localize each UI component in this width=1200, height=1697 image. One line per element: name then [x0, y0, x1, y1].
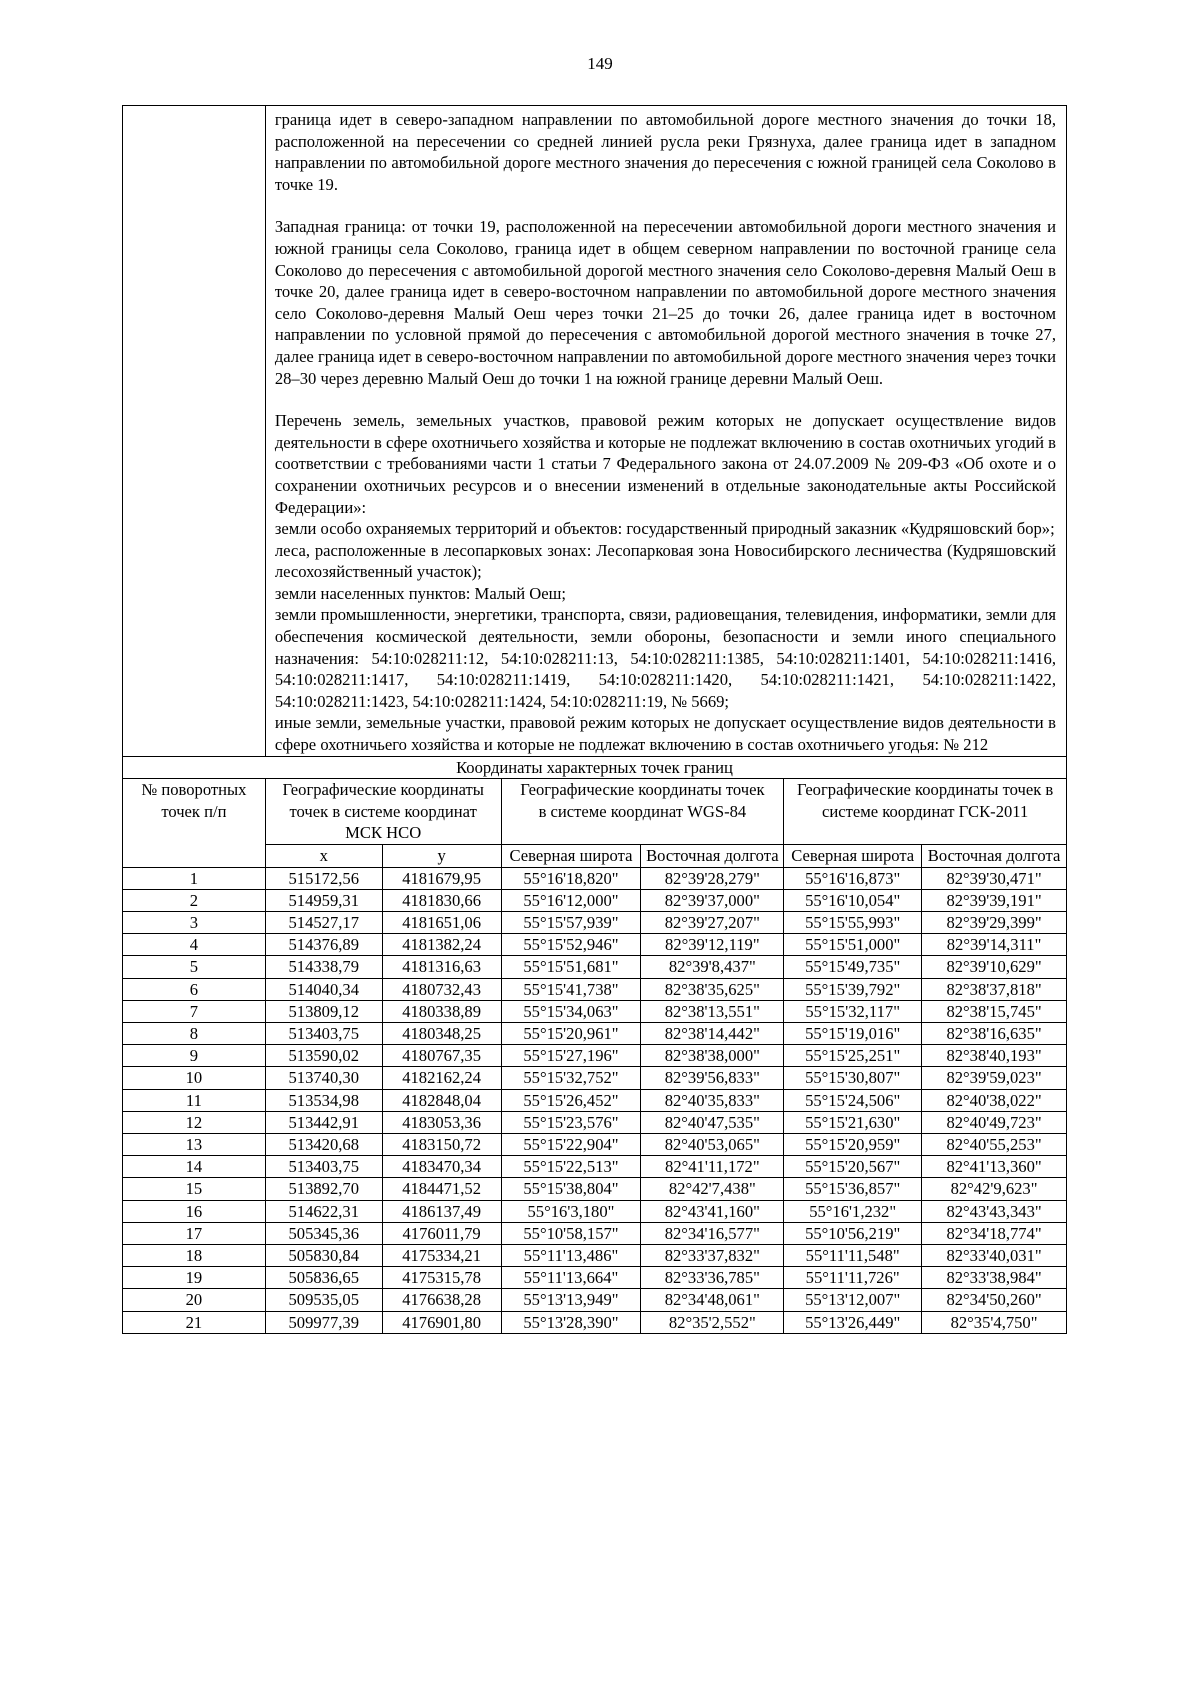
gsk-east-cell: 82°39'29,399": [922, 912, 1067, 934]
msk-y-cell: 4184471,52: [382, 1178, 501, 1200]
table-row: [123, 934, 1067, 956]
msk-y-cell: 4180732,43: [382, 978, 501, 1000]
wgs-east-cell: 82°39'8,437": [641, 956, 784, 978]
table-row: [123, 1134, 1067, 1156]
table-title: Координаты характерных точек границ: [123, 756, 1067, 779]
wgs-east-cell: 82°39'27,207": [641, 912, 784, 934]
msk-y-cell: 4176011,79: [382, 1222, 501, 1244]
point-number-cell: 6: [123, 978, 266, 1000]
wgs-north-cell: 55°15'34,063": [501, 1000, 641, 1022]
point-number-cell: 4: [123, 934, 266, 956]
msk-y-cell: 4181382,24: [382, 934, 501, 956]
gsk-east-cell: 82°34'50,260": [922, 1289, 1067, 1311]
point-number-cell: 19: [123, 1267, 266, 1289]
msk-x-cell: 513534,98: [265, 1089, 382, 1111]
msk-x-cell: 513403,75: [265, 1156, 382, 1178]
msk-x-cell: 513590,02: [265, 1045, 382, 1067]
header-msk: Географические координаты точек в системе координат МСК НСО: [265, 779, 501, 845]
msk-x-cell: 513809,12: [265, 1000, 382, 1022]
msk-y-cell: 4182162,24: [382, 1067, 501, 1089]
msk-y-cell: 4176638,28: [382, 1289, 501, 1311]
gsk-east-cell: 82°39'14,311": [922, 934, 1067, 956]
wgs-north-cell: 55°13'28,390": [501, 1311, 641, 1333]
paragraph-west-boundary: Западная граница: от точки 19, расположенной на пересечении автомобильной дороги местного значения и южной границы села Соколово, граница идет в общем северном направлении по восточной границе села Соколово до пересечения с автомобильной дорогой местного значения село Соколово-деревня Малый Оеш в точке 20, далее граница идет в северо-восточном направлении по автомобильной дороге местного значения село Соколово-деревня Малый Оеш через точки 21–25 до точки 26, далее граница идет в восточном направлении по условной прямой до пересечения с автомобильной дорогой местного значения в точке 27, далее граница идет в северо-восточном направлении по автомобильной дороге местного значения через точки 28–30 через деревню Малый Оеш до точки 1 на южной границе деревни Малый Оеш.: [274, 217, 1056, 388]
wgs-east-cell: 82°40'35,833": [641, 1089, 784, 1111]
point-number-cell: 12: [123, 1111, 266, 1133]
wgs-east-cell: 82°38'38,000": [641, 1045, 784, 1067]
wgs-east-cell: 82°33'37,832": [641, 1245, 784, 1267]
empty-cell: [123, 106, 266, 757]
msk-x-cell: 509535,05: [265, 1289, 382, 1311]
wgs-north-cell: 55°13'13,949": [501, 1289, 641, 1311]
msk-y-cell: 4180348,25: [382, 1023, 501, 1045]
gsk-north-cell: 55°16'1,232": [784, 1200, 922, 1222]
point-number-cell: 7: [123, 1000, 266, 1022]
gsk-east-cell: 82°33'40,031": [922, 1245, 1067, 1267]
gsk-east-cell: 82°43'43,343": [922, 1200, 1067, 1222]
table-row: [123, 1178, 1067, 1200]
point-number-cell: 16: [123, 1200, 266, 1222]
header-x: x: [265, 845, 382, 868]
gsk-north-cell: 55°15'24,506": [784, 1089, 922, 1111]
point-number-cell: 2: [123, 889, 266, 911]
wgs-north-cell: 55°15'26,452": [501, 1089, 641, 1111]
msk-y-cell: 4180338,89: [382, 1000, 501, 1022]
gsk-north-cell: 55°15'30,807": [784, 1067, 922, 1089]
gsk-east-cell: 82°35'4,750": [922, 1311, 1067, 1333]
header-wgs: Географические координаты точек в системе координат WGS-84: [501, 779, 784, 845]
gsk-east-cell: 82°42'9,623": [922, 1178, 1067, 1200]
paragraph-lands-list-intro: Перечень земель, земельных участков, правовой режим которых не допускает осуществление видов деятельности в сфере охотничьего хозяйства и которые не подлежат включению в состав охотничьих угодий в соответствии с требованиями части 1 статьи 7 Федерального закона от 24.07.2009 № 209-ФЗ «Об охоте и о сохранении охотничьих ресурсов и о внесении изменений в отдельные законодательные акты Российской Федерации»:: [274, 411, 1056, 517]
table-row: [123, 1111, 1067, 1133]
point-number-cell: 13: [123, 1134, 266, 1156]
msk-y-cell: 4182848,04: [382, 1089, 501, 1111]
table-row: [123, 1045, 1067, 1067]
gsk-east-cell: 82°40'38,022": [922, 1089, 1067, 1111]
msk-x-cell: 515172,56: [265, 867, 382, 889]
paragraph-forest-park: леса, расположенные в лесопарковых зонах: Лесопарковая зона Новосибирского лесничества (Кудряшовский лесохозяйственный участок);: [274, 540, 1056, 582]
msk-y-cell: 4181316,63: [382, 956, 501, 978]
header-row: [123, 779, 1067, 845]
description-cell: [265, 106, 1066, 757]
msk-x-cell: 514376,89: [265, 934, 382, 956]
msk-y-cell: 4183150,72: [382, 1134, 501, 1156]
gsk-east-cell: 82°38'15,745": [922, 1000, 1067, 1022]
wgs-east-cell: 82°43'41,160": [641, 1200, 784, 1222]
table-row: [123, 1156, 1067, 1178]
gsk-north-cell: 55°15'21,630": [784, 1111, 922, 1133]
gsk-east-cell: 82°39'59,023": [922, 1067, 1067, 1089]
table-row: [123, 1089, 1067, 1111]
msk-x-cell: 513892,70: [265, 1178, 382, 1200]
gsk-east-cell: 82°38'40,193": [922, 1045, 1067, 1067]
header-num: № поворотных точек п/п: [123, 779, 266, 867]
gsk-north-cell: 55°15'55,993": [784, 912, 922, 934]
point-number-cell: 9: [123, 1045, 266, 1067]
wgs-east-cell: 82°41'11,172": [641, 1156, 784, 1178]
msk-x-cell: 514959,31: [265, 889, 382, 911]
msk-y-cell: 4186137,49: [382, 1200, 501, 1222]
wgs-north-cell: 55°15'51,681": [501, 956, 641, 978]
gsk-north-cell: 55°15'20,567": [784, 1156, 922, 1178]
boundary-table: [122, 105, 1067, 1334]
table-row: [123, 1311, 1067, 1333]
wgs-north-cell: 55°15'57,939": [501, 912, 641, 934]
header-north-gsk: Северная широта: [784, 845, 922, 868]
gsk-north-cell: 55°16'10,054": [784, 889, 922, 911]
wgs-north-cell: 55°11'13,664": [501, 1267, 641, 1289]
wgs-east-cell: 82°33'36,785": [641, 1267, 784, 1289]
wgs-east-cell: 82°42'7,438": [641, 1178, 784, 1200]
point-number-cell: 11: [123, 1089, 266, 1111]
gsk-east-cell: 82°38'37,818": [922, 978, 1067, 1000]
wgs-east-cell: 82°38'13,551": [641, 1000, 784, 1022]
table-row: [123, 867, 1067, 889]
paragraph-other-lands: иные земли, земельные участки, правовой режим которых не допускает осуществление видов деятельности в сфере охотничьего хозяйства и которые не подлежат включению в состав охотничьего угодья: № 212: [274, 713, 1056, 755]
point-number-cell: 15: [123, 1178, 266, 1200]
page-number: 149: [587, 54, 613, 73]
table-row: [123, 1000, 1067, 1022]
gsk-north-cell: 55°13'26,449": [784, 1311, 922, 1333]
table-row: [123, 1067, 1067, 1089]
wgs-east-cell: 82°40'47,535": [641, 1111, 784, 1133]
msk-x-cell: 505345,36: [265, 1222, 382, 1244]
wgs-north-cell: 55°16'12,000": [501, 889, 641, 911]
msk-y-cell: 4181830,66: [382, 889, 501, 911]
msk-x-cell: 513442,91: [265, 1111, 382, 1133]
gsk-east-cell: 82°39'30,471": [922, 867, 1067, 889]
point-number-cell: 17: [123, 1222, 266, 1244]
wgs-north-cell: 55°15'23,576": [501, 1111, 641, 1133]
msk-y-cell: 4175334,21: [382, 1245, 501, 1267]
point-number-cell: 3: [123, 912, 266, 934]
gsk-north-cell: 55°15'49,735": [784, 956, 922, 978]
table-row: [123, 912, 1067, 934]
description-row: [123, 106, 1067, 757]
wgs-north-cell: 55°16'18,820": [501, 867, 641, 889]
wgs-north-cell: 55°15'38,804": [501, 1178, 641, 1200]
paragraph-protected-areas: земли особо охраняемых территорий и объектов: государственный природный заказник «Кудряшовский бор»;: [274, 519, 1055, 539]
point-number-cell: 14: [123, 1156, 266, 1178]
gsk-north-cell: 55°15'25,251": [784, 1045, 922, 1067]
msk-x-cell: 514040,34: [265, 978, 382, 1000]
gsk-north-cell: 55°13'12,007": [784, 1289, 922, 1311]
gsk-north-cell: 55°15'20,959": [784, 1134, 922, 1156]
point-number-cell: 10: [123, 1067, 266, 1089]
msk-x-cell: 514527,17: [265, 912, 382, 934]
paragraph-settlements: земли населенных пунктов: Малый Оеш;: [274, 583, 567, 603]
msk-y-cell: 4181651,06: [382, 912, 501, 934]
gsk-east-cell: 82°34'18,774": [922, 1222, 1067, 1244]
msk-y-cell: 4176901,80: [382, 1311, 501, 1333]
point-number-cell: 1: [123, 867, 266, 889]
table-row: [123, 956, 1067, 978]
wgs-north-cell: 55°15'20,961": [501, 1023, 641, 1045]
table-row: [123, 1222, 1067, 1244]
wgs-north-cell: 55°15'22,904": [501, 1134, 641, 1156]
table-row: [123, 889, 1067, 911]
wgs-east-cell: 82°39'37,000": [641, 889, 784, 911]
header-gsk: Географические координаты точек в системе координат ГСК-2011: [784, 779, 1067, 845]
wgs-north-cell: 55°10'58,157": [501, 1222, 641, 1244]
wgs-north-cell: 55°15'22,513": [501, 1156, 641, 1178]
wgs-east-cell: 82°34'48,061": [641, 1289, 784, 1311]
header-y: y: [382, 845, 501, 868]
wgs-north-cell: 55°15'41,738": [501, 978, 641, 1000]
wgs-east-cell: 82°34'16,577": [641, 1222, 784, 1244]
gsk-north-cell: 55°11'11,726": [784, 1267, 922, 1289]
msk-x-cell: 509977,39: [265, 1311, 382, 1333]
gsk-north-cell: 55°11'11,548": [784, 1245, 922, 1267]
gsk-east-cell: 82°40'55,253": [922, 1134, 1067, 1156]
header-east-wgs: Восточная долгота: [641, 845, 784, 868]
msk-x-cell: 513420,68: [265, 1134, 382, 1156]
msk-y-cell: 4181679,95: [382, 867, 501, 889]
msk-x-cell: 514622,31: [265, 1200, 382, 1222]
gsk-north-cell: 55°15'32,117": [784, 1000, 922, 1022]
gsk-east-cell: 82°39'39,191": [922, 889, 1067, 911]
msk-y-cell: 4175315,78: [382, 1267, 501, 1289]
wgs-north-cell: 55°15'32,752": [501, 1067, 641, 1089]
wgs-north-cell: 55°15'52,946": [501, 934, 641, 956]
point-number-cell: 5: [123, 956, 266, 978]
header-east-gsk: Восточная долгота: [922, 845, 1067, 868]
msk-y-cell: 4183053,36: [382, 1111, 501, 1133]
msk-y-cell: 4180767,35: [382, 1045, 501, 1067]
gsk-north-cell: 55°15'36,857": [784, 1178, 922, 1200]
wgs-east-cell: 82°38'14,442": [641, 1023, 784, 1045]
gsk-east-cell: 82°38'16,635": [922, 1023, 1067, 1045]
header-north-wgs: Северная широта: [501, 845, 641, 868]
wgs-east-cell: 82°39'28,279": [641, 867, 784, 889]
gsk-east-cell: 82°33'38,984": [922, 1267, 1067, 1289]
wgs-east-cell: 82°38'35,625": [641, 978, 784, 1000]
point-number-cell: 20: [123, 1289, 266, 1311]
wgs-east-cell: 82°40'53,065": [641, 1134, 784, 1156]
point-number-cell: 21: [123, 1311, 266, 1333]
gsk-north-cell: 55°15'19,016": [784, 1023, 922, 1045]
table-row: [123, 1245, 1067, 1267]
gsk-east-cell: 82°41'13,360": [922, 1156, 1067, 1178]
gsk-north-cell: 55°10'56,219": [784, 1222, 922, 1244]
paragraph-industrial-lands: земли промышленности, энергетики, транспорта, связи, радиовещания, телевидения, информатики, земли для обеспечения космической деятельности, земли обороны, безопасности и земли иного специального назначения: 54:10:028211:12, 54:10:028211:13, 54:10:028211:1385, 54:10:028211:1401, 54:10:028211:1416, 54:10:028211:1417, 54:10:028211:1419, 54:10:028211:1420, 54:10:028211:1421, 54:10:028211:1422, 54:10:028211:1423, 54:10:028211:1424, 54:10:028211:19, № 5669;: [274, 605, 1056, 711]
msk-x-cell: 505836,65: [265, 1267, 382, 1289]
msk-y-cell: 4183470,34: [382, 1156, 501, 1178]
msk-x-cell: 514338,79: [265, 956, 382, 978]
wgs-north-cell: 55°15'27,196": [501, 1045, 641, 1067]
gsk-east-cell: 82°40'49,723": [922, 1111, 1067, 1133]
gsk-east-cell: 82°39'10,629": [922, 956, 1067, 978]
gsk-north-cell: 55°15'39,792": [784, 978, 922, 1000]
gsk-north-cell: 55°15'51,000": [784, 934, 922, 956]
wgs-north-cell: 55°11'13,486": [501, 1245, 641, 1267]
wgs-east-cell: 82°35'2,552": [641, 1311, 784, 1333]
table-row: [123, 1289, 1067, 1311]
wgs-east-cell: 82°39'56,833": [641, 1067, 784, 1089]
msk-x-cell: 513403,75: [265, 1023, 382, 1045]
wgs-east-cell: 82°39'12,119": [641, 934, 784, 956]
point-number-cell: 18: [123, 1245, 266, 1267]
table-row: [123, 1267, 1067, 1289]
table-row: [123, 978, 1067, 1000]
table-row: [123, 1200, 1067, 1222]
msk-x-cell: 505830,84: [265, 1245, 382, 1267]
paragraph-east-boundary-end: граница идет в северо-западном направлении по автомобильной дороге местного значения до точки 18, расположенной на пересечении со средней линией русла реки Грязнуха, далее граница идет в западном направлении по автомобильной дороге местного значения до пересечения с южной границей села Соколово в точке 19.: [274, 110, 1056, 194]
gsk-north-cell: 55°16'16,873": [784, 867, 922, 889]
point-number-cell: 8: [123, 1023, 266, 1045]
wgs-north-cell: 55°16'3,180": [501, 1200, 641, 1222]
table-row: [123, 1023, 1067, 1045]
msk-x-cell: 513740,30: [265, 1067, 382, 1089]
